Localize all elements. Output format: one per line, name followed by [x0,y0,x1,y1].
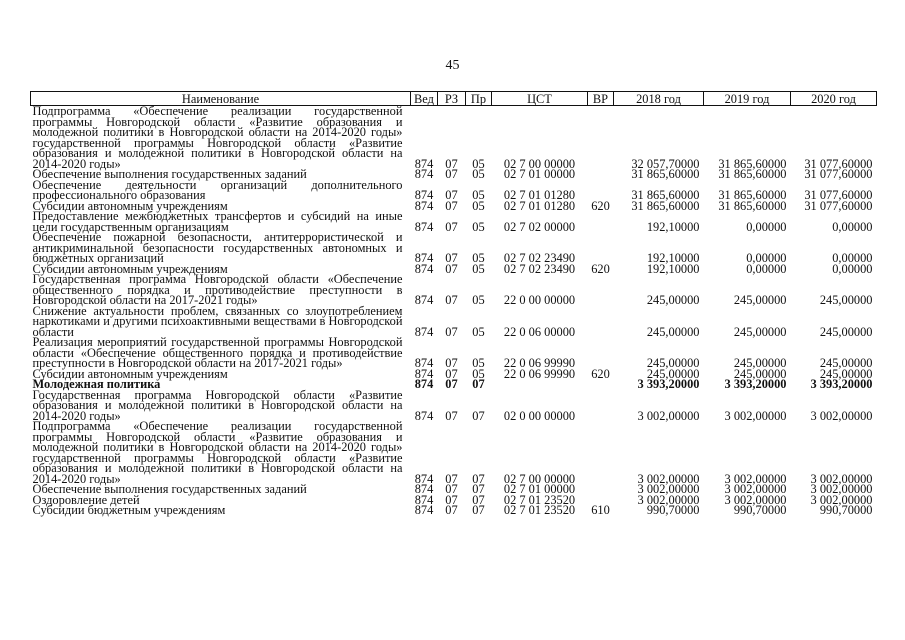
row-pr: 05 [472,356,485,370]
row-name: Молодежная политика [32,377,161,391]
table-row [31,232,877,264]
row-rz: 07 [445,219,458,234]
row-value-2019: 0,00000 [746,251,787,265]
row-cst [492,379,588,390]
row-value-2020: 31 077,60000 [804,188,873,202]
row-value-2020: 31 077,60000 [804,156,873,171]
row-ved: 874 [414,251,434,265]
row-rz: 07 [445,167,458,181]
row-ved: 874 [414,198,434,213]
row-ved: 874 [414,366,434,381]
table-row [31,106,877,170]
row-rz: 07 [445,251,458,265]
row-vr [588,169,614,180]
page-number: 45 [445,58,460,73]
row-value-2018: 990,70000 [646,503,700,517]
header-pr: Пр [466,92,492,106]
row-ved: 874 [414,482,434,496]
row-value-2020: 0,00000 [832,219,873,234]
row-cst: 02 7 00 00000 [503,471,576,486]
table-row [31,306,877,338]
table-body [31,106,877,516]
row-vr [588,379,614,390]
row-cst: 02 7 01 00000 [503,167,576,181]
row-pr: 07 [472,471,485,486]
row-ved: 874 [414,408,434,423]
row-rz: 07 [445,492,458,507]
header-name: Наименование [31,92,411,106]
row-rz: 07 [445,366,458,381]
row-value-2020: 31 077,60000 [804,167,873,181]
row-value-2020: 990,70000 [819,503,873,517]
row-name: Субсидии автономным учреждениям [32,366,228,381]
row-pr: 05 [472,219,485,234]
row-vr: 610 [591,503,610,517]
row-ved: 874 [414,377,434,391]
row-vr: 620 [591,198,610,213]
table-row [31,505,877,516]
row-rz: 07 [445,261,458,276]
header-cst: ЦСТ [492,92,588,106]
row-rz: 07 [445,503,458,517]
row-value-2020: 0,00000 [832,251,873,265]
row-cst: 02 7 02 23490 [503,261,576,276]
row-ved: 874 [414,503,434,517]
row-name: Субсидии бюджетным учреждениям [32,503,226,517]
row-value-2019: 31 865,60000 [718,167,787,181]
row-value-2019: 3 002,00000 [724,471,787,486]
row-cst: 02 7 01 01280 [503,188,576,202]
row-rz: 07 [445,293,458,307]
row-value-2019: 3 002,00000 [724,482,787,496]
row-ved: 874 [414,219,434,234]
row-cst: 02 7 01 00000 [503,482,576,496]
row-pr: 07 [472,408,485,423]
row-ved: 874 [414,492,434,507]
row-name: Подпрограмма «Обеспечение реализации государственной программы Новгородской области «Развитие образования и молодежной политики в Новгородской области на 2014-2020 годы» государственной программы Новгородской области «Развитие образования и молодежной политики в Новгородской области на 2014-2020 годы» [32,104,403,171]
row-value-2020: 3 002,00000 [810,492,873,507]
row-pr: 05 [472,167,485,181]
table-row [31,274,877,306]
row-vr [588,211,614,232]
row-ved: 874 [414,156,434,171]
row-cst: 02 7 01 23520 [503,503,576,517]
row-cst: 22 0 06 00000 [503,324,576,339]
table-row [31,337,877,369]
row-name: Оздоровление детей [32,492,140,507]
row-cst: 02 7 01 23520 [503,492,576,507]
row-name: Обеспечение выполнения государственных заданий [32,482,307,496]
row-value-2018: 192,10000 [646,261,700,276]
row-pr: 05 [472,261,485,276]
row-vr [588,390,614,422]
row-name: Обеспечение выполнения государственных заданий [32,167,307,181]
row-name: Снижение актуальности проблем, связанных со злоупотреблением наркотиками и другими психоактивными веществами в Новгородской области [32,303,403,339]
header-2018: 2018 год [614,92,704,106]
row-vr [588,106,614,170]
header-ved: Вед [411,92,438,106]
row-value-2018: 245,00000 [646,356,700,370]
row-vr [588,337,614,369]
row-value-2020: 0,00000 [832,261,873,276]
row-value-2018: 3 002,00000 [637,492,700,507]
row-vr [588,274,614,306]
row-value-2020: 3 002,00000 [810,408,873,423]
row-value-2019: 990,70000 [733,503,787,517]
row-cst: 22 0 06 99990 [503,366,576,381]
row-pr: 07 [472,503,485,517]
row-rz: 07 [445,471,458,486]
row-value-2020: 3 002,00000 [810,482,873,496]
row-rz: 07 [445,188,458,202]
table-row [31,390,877,422]
row-cst: 02 7 02 00000 [503,219,576,234]
row-value-2018: 245,00000 [646,324,700,339]
row-value-2018: 192,10000 [646,251,700,265]
row-vr: 620 [591,261,610,276]
row-cst: 02 7 00 00000 [503,156,576,171]
table-row [31,211,877,232]
row-pr: 07 [472,377,485,391]
row-name: Субсидии автономным учреждениям [32,198,228,213]
row-vr [588,484,614,495]
row-value-2020: 3 002,00000 [810,471,873,486]
row-pr: 05 [472,251,485,265]
row-vr [588,232,614,264]
table-row [31,421,877,484]
row-pr: 05 [472,156,485,171]
row-rz: 07 [445,156,458,171]
budget-table [30,91,877,516]
row-ved: 874 [414,261,434,276]
row-pr: 05 [472,324,485,339]
row-ved: 874 [414,324,434,339]
row-value-2018: 3 002,00000 [637,471,700,486]
row-value-2018: 245,00000 [646,293,700,307]
row-value-2020: 245,00000 [819,293,873,307]
row-value-2019: 3 393,20000 [724,377,787,391]
row-value-2019: 245,00000 [733,356,787,370]
row-rz: 07 [445,408,458,423]
row-value-2018: 31 865,60000 [631,167,700,181]
row-name: Субсидии автономным учреждениям [32,261,228,276]
row-value-2018: 192,10000 [646,219,700,234]
row-cst: 02 7 01 01280 [503,198,576,213]
row-value-2020: 245,00000 [819,356,873,370]
row-name: Государственная программа Новгородской области «Развитие образования и молодежной политики в Новгородской области на 2014-2020 годы» [32,387,403,423]
row-rz: 07 [445,324,458,339]
row-value-2020: 245,00000 [819,324,873,339]
row-rz: 07 [445,356,458,370]
row-value-2019: 245,00000 [733,324,787,339]
table-row [31,180,877,201]
row-name: Предоставление межбюджетных трансфертов и субсидий на иные цели государственным организациям [32,209,403,234]
row-value-2020: 3 393,20000 [810,377,873,391]
row-pr: 05 [472,293,485,307]
row-rz: 07 [445,198,458,213]
row-value-2019: 0,00000 [746,219,787,234]
row-cst: 22 0 00 00000 [503,293,576,307]
row-value-2018: 32 057,70000 [631,156,700,171]
row-value-2020: 31 077,60000 [804,198,873,213]
row-value-2018: 31 865,60000 [631,198,700,213]
row-name: Реализация мероприятий государственной программы Новгородской области «Обеспечение общественного порядка и противодействие преступности в Новгородской области на 2017-2021 годы» [32,335,403,370]
row-value-2020: 245,00000 [819,366,873,381]
row-value-2018: 31 865,60000 [631,188,700,202]
row-name: Государственная программа Новгородской области «Обеспечение общественного порядка и противодействие преступности в Новгородской области на 2017-2021 годы» [32,272,403,307]
row-pr: 05 [472,198,485,213]
row-name: Обеспечение деятельности организаций дополнительного профессионального образования [32,177,403,202]
row-pr: 05 [472,188,485,202]
row-value-2018: 3 002,00000 [637,482,700,496]
row-value-2019: 245,00000 [733,366,787,381]
row-value-2019: 0,00000 [746,261,787,276]
row-ved: 874 [414,167,434,181]
row-vr [588,421,614,484]
row-cst: 22 0 06 99990 [503,356,576,370]
row-value-2019: 31 865,60000 [718,156,787,171]
row-pr: 07 [472,482,485,496]
row-rz: 07 [445,377,458,391]
row-value-2019: 31 865,60000 [718,188,787,202]
row-cst: 02 7 02 23490 [503,251,576,265]
row-ved: 874 [414,471,434,486]
row-ved: 874 [414,188,434,202]
row-pr: 07 [472,492,485,507]
row-ved: 874 [414,293,434,307]
row-value-2019: 3 002,00000 [724,492,787,507]
row-value-2018: 3 393,20000 [637,377,700,391]
row-vr [588,180,614,201]
header-vr: ВР [588,92,614,106]
header-2019: 2019 год [704,92,791,106]
row-ved: 874 [414,356,434,370]
row-value-2019: 3 002,00000 [724,408,787,423]
row-value-2018: 3 002,00000 [637,408,700,423]
row-vr: 620 [591,366,610,381]
header-2020: 2020 год [791,92,877,106]
row-pr: 05 [472,366,485,381]
row-value-2018: 245,00000 [646,366,700,381]
row-value-2019: 245,00000 [733,293,787,307]
row-value-2019: 31 865,60000 [718,198,787,213]
row-rz: 07 [445,482,458,496]
row-cst: 02 0 00 00000 [503,408,576,423]
row-name: Обеспечение пожарной безопасности, антитеррористической и антикриминальной безопасности государственных автономных и бюджетных организаций [32,230,403,265]
header-rz: РЗ [438,92,466,106]
row-name: Подпрограмма «Обеспечение реализации государственной программы Новгородской области «Развитие образования и молодежной политики в Новгородской области на 2014-2020 годы» государственной программы Новгородской области «Развитие образования и молодежной политики в Новгородской области на 2014-2020 годы» [32,419,403,486]
row-vr [588,306,614,338]
